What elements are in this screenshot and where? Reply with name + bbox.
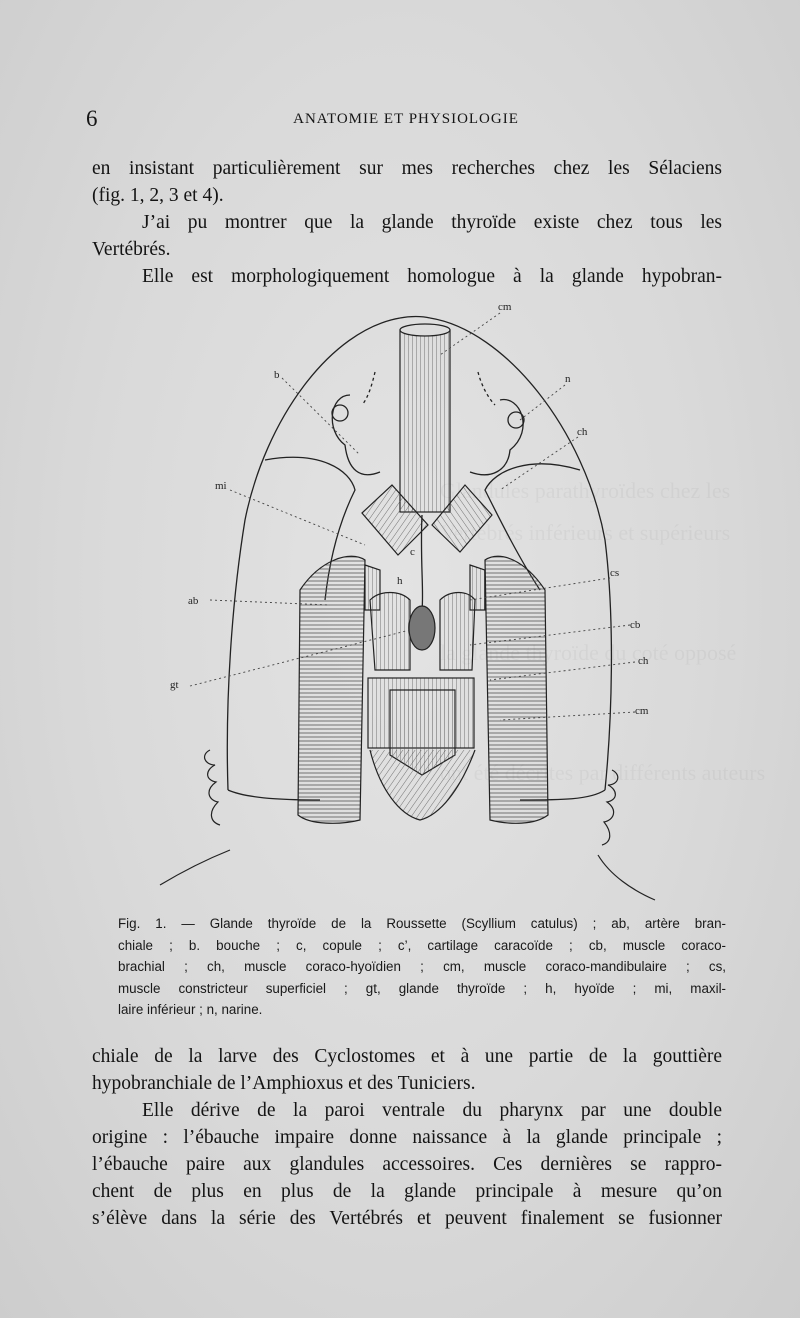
figure-caption [118,913,726,1021]
running-head: ANATOMIE ET PHYSIOLOGIE [293,111,519,127]
caption-line: brachial ; ch, muscle coraco-hyoïdien ; cm, muscle coraco-mandibulaire ; cs, [118,959,726,974]
text-line: hypobranchiale de l’Amphioxus et des Tuniciers. [92,1073,476,1094]
label-cb: cb [630,619,641,631]
text-line: Elle est morphologiquement homologue à la glande hypobran- [142,266,722,287]
label-mi: mi [215,480,227,492]
label-ch: ch [638,655,649,667]
text-line: chent de plus en plus de la glande principale à mesure qu’on [92,1181,722,1202]
text-line: en insistant particulièrement sur mes recherches chez les Sélaciens [92,158,722,179]
text-line: Vertébrés. [92,239,171,260]
text-line: l’ébauche paire aux glandules accessoires. Ces dernières se rappro- [92,1154,722,1175]
label-cs: cs [610,567,620,579]
label-ab: ab [188,595,199,607]
label-cm: cm [635,705,649,717]
text-top [92,155,722,290]
text-line: origine : l’ébauche impaire donne naissance à la glande principale ; [92,1127,722,1148]
label-h: h [397,575,403,587]
text-bottom [92,1043,722,1232]
text-line: Elle dérive de la paroi ventrale du pharynx par une double [142,1100,722,1121]
label-c: c [410,546,415,558]
label-gt: gt [170,679,179,691]
copula-cartilage [400,324,450,512]
caption-line: chiale ; b. bouche ; c, copule ; c’, cartilage caracoïde ; cb, muscle coraco- [118,937,726,953]
label-ch-top: ch [577,426,588,438]
text-line: chiale de la larve des Cyclostomes et à une partie de la gouttière [92,1046,722,1067]
caption-line: muscle constricteur superficiel ; gt, glande thyroïde ; h, hyoïde ; mi, maxil- [118,980,726,996]
text-line: (fig. 1, 2, 3 et 4). [92,185,224,206]
text-line: J’ai pu montrer que la glande thyroïde existe chez tous les [142,212,722,233]
text-line: s’élève dans la série des Vertébrés et peuvent finalement se fusionner [92,1208,722,1229]
page-header [86,106,726,136]
label-cm-top: cm [498,301,512,313]
label-n: n [565,373,571,385]
label-b: b [274,369,280,381]
anatomical-figure [150,292,670,912]
caption-line: Fig. 1. — Glande thyroïde de la Roussette (Scyllium catulus) ; ab, artère bran- [118,916,726,931]
caption-line: laire inférieur ; n, narine. [118,1002,263,1017]
page-number: 6 [86,106,98,131]
